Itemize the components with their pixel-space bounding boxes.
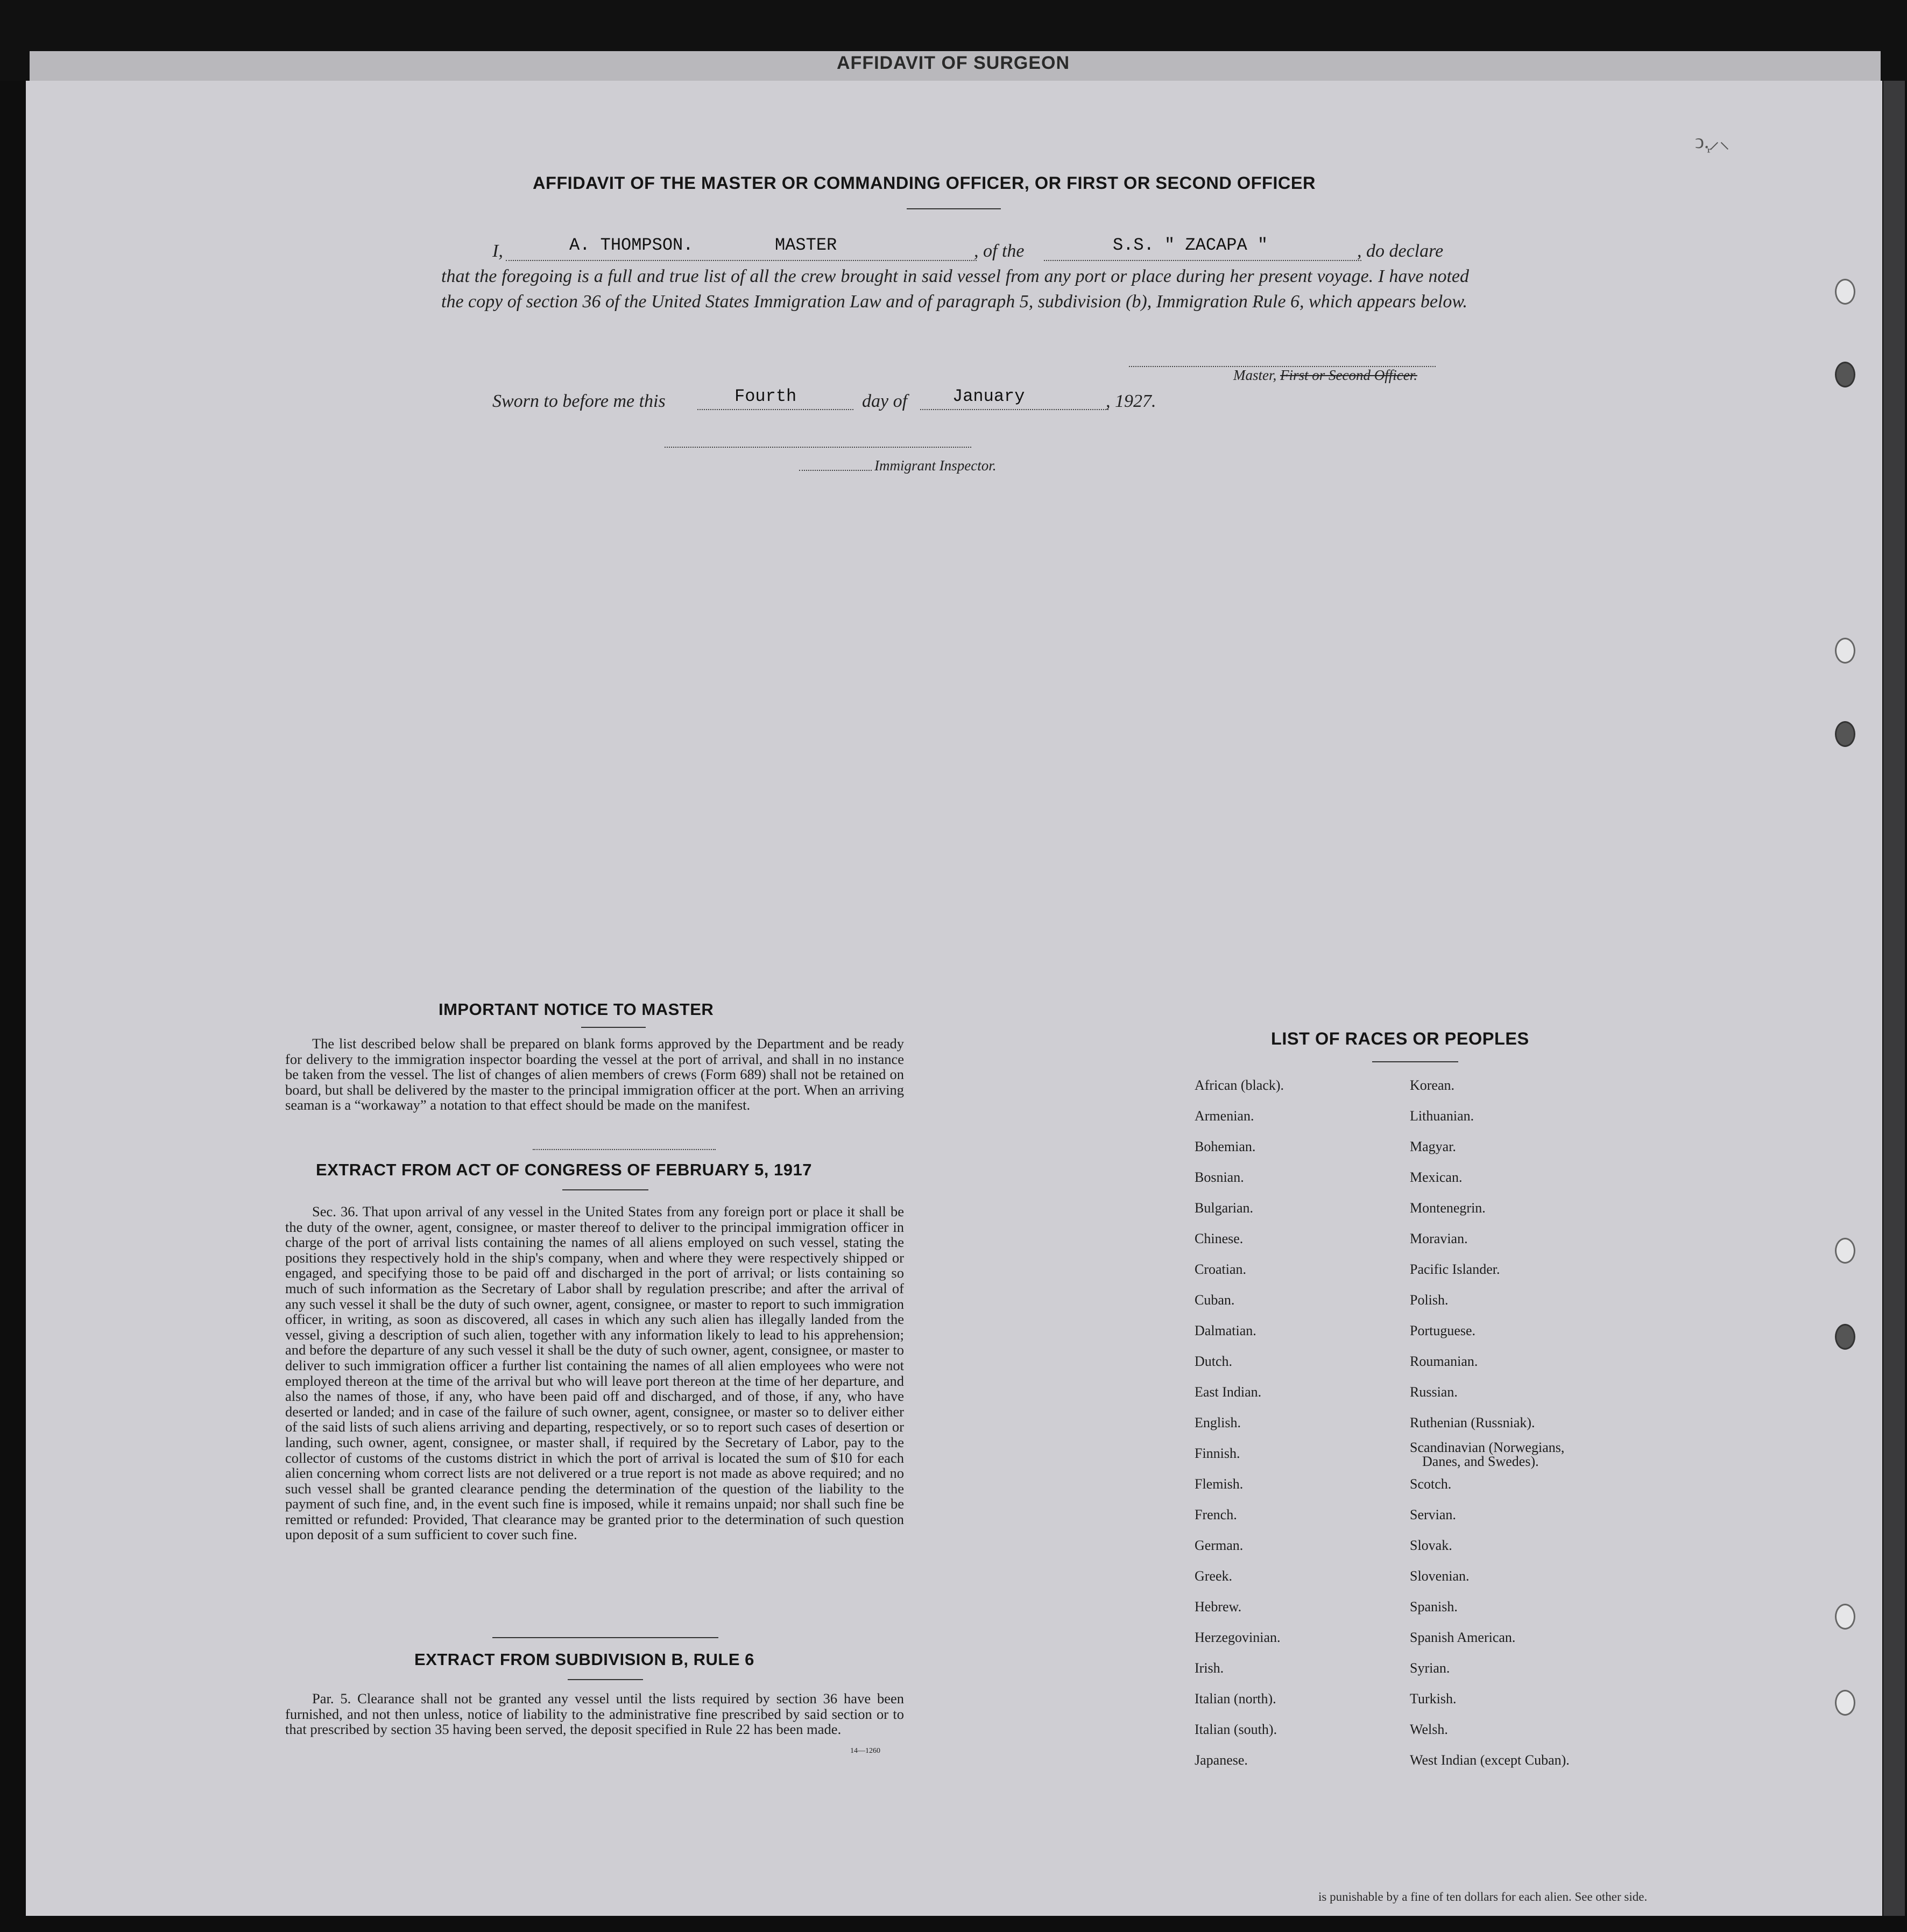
race-item: Ruthenian (Russniak). — [1410, 1415, 1535, 1430]
race-item: Flemish. — [1195, 1476, 1244, 1492]
declarant-line — [506, 260, 977, 261]
race-item: Servian. — [1410, 1507, 1456, 1522]
sworn-year: , 1927. — [1106, 391, 1156, 411]
race-item: Armenian. — [1195, 1108, 1254, 1124]
race-item: Spanish. — [1410, 1599, 1458, 1614]
race-item: West Indian (except Cuban). — [1410, 1752, 1570, 1768]
inspector-signature-line — [665, 447, 971, 448]
signature-label — [1233, 367, 1417, 384]
affidavit-heading: AFFIDAVIT OF THE MASTER OR COMMANDING OFFICER, OR FIRST OR SECOND OFFICER — [533, 173, 1316, 193]
race-item: English. — [1195, 1415, 1241, 1430]
race-item: Welsh. — [1410, 1722, 1448, 1737]
inspector-label: Immigrant Inspector. — [874, 457, 997, 474]
punch-hole-icon — [1835, 279, 1855, 305]
affidavit-heading-rule — [907, 208, 1001, 209]
race-item: Croatian. — [1195, 1261, 1247, 1277]
signature-label-struck: First or Second Officer. — [1280, 367, 1417, 383]
right-edge-strip — [1883, 81, 1905, 1916]
notice-paragraph: The list described below shall be prepared on blank forms approved by the Department and be ready for delivery to the immigration inspector boarding the vessel at the port of arrival, and shall in no instance be taken from the vessel. The list of changes of alien members of crews (Form 689) shall not be retained on board, but shall be delivered by the master to the principal immigration officer at the port. When an arriving seaman is a “workaway” a notation to that effect should be made on the manifest. — [285, 1035, 904, 1113]
race-item: East Indian. — [1195, 1384, 1262, 1400]
race-item: Lithuanian. — [1410, 1108, 1474, 1124]
rule-text — [285, 1691, 904, 1737]
declarant-prefix: I, — [492, 241, 503, 261]
notice-heading-rule — [581, 1027, 646, 1028]
race-item: Greek. — [1195, 1568, 1233, 1584]
race-item-continuation: Danes, and Swedes). — [1422, 1454, 1539, 1469]
affidavit-body: that the foregoing is a full and true list of all the crew brought in said vessel from any port or place during her present voyage. I have noted the copy of section 36 of the United States Immigration Law and of paragraph 5, subdivision (b), Immigration Rule 6, which appears below. — [441, 266, 1469, 312]
race-item: Slovak. — [1410, 1538, 1452, 1553]
race-item: Chinese. — [1195, 1231, 1244, 1246]
punch-hole-icon — [1835, 721, 1855, 747]
punch-hole-icon — [1835, 362, 1855, 387]
race-item: Hebrew. — [1195, 1599, 1242, 1614]
notice-text — [285, 1036, 904, 1113]
sworn-month-line — [920, 409, 1108, 410]
race-item: Finnish. — [1195, 1446, 1240, 1461]
race-item: Bohemian. — [1195, 1139, 1256, 1154]
act-text — [285, 1204, 904, 1542]
day-of-label: day of — [862, 391, 908, 411]
races-heading: LIST OF RACES OR PEOPLES — [1271, 1029, 1529, 1048]
bottom-note: is punishable by a fine of ten dollars for each alien. See other side. — [1318, 1890, 1648, 1903]
race-item: French. — [1195, 1507, 1237, 1522]
sworn-day-line — [697, 409, 853, 410]
declarant-name: A. THOMPSON. — [569, 235, 694, 255]
act-paragraph: Sec. 36. That upon arrival of any vessel in the United States from any foreign port or place it shall be the duty of the owner, agent, consignee, or master thereof to deliver to the principal immigration officer in charge of the port of arrival lists containing the names of all aliens employed on such vessel, stating the positions they respectively hold in the ship's company, when and where they were respectively shipped or engaged, and specifying those to be paid off and discharged in the port of arrival; or lists containing so much of such information as the Secretary of Labor shall by regulation prescribe; and after the arrival of any such vessel it shall be the duty of such owner, agent, consignee, or master to report to such immigration officer, in writing, as soon as discovered, all cases in which any such alien has illegally landed from the vessel, giving a description of such alien, together with any information likely to lead to his apprehension; and before the departure of any such vessel it shall be the duty of such owner, agent, consignee, or master to deliver to such immigration officer a further list containing the names of all alien employees who were not employed thereon at the time of the arrival but who will leave port thereon at the time of her departure, and also the names of those, if any, who have been paid off and discharged, and of those, if any, who have deserted or landed; and in case of the failure of such owner, agent, consignee, or master so to deliver either of the said lists of such aliens arriving and departing, respectively, or so to report such cases of desertion or landing, such owner, agent, consignee, or master shall, if required by the Secretary of Labor, pay to the collector of customs of the customs district in which the port of arrival is located the sum of $10 for each alien concerning whom correct lists are not delivered or a true report is not made as above required; and no such vessel shall be granted clearance pending the determination of the question of the liability to the payment of such fine, and, in the event such fine is imposed, while it remains unpaid; nor shall such fine be remitted or refunded: Provided, That clearance may be granted prior to the determination of such question upon deposit of a sum sufficient to cover such fine. — [285, 1203, 904, 1543]
race-item: Moravian. — [1410, 1231, 1468, 1246]
sworn-month: January — [952, 386, 1025, 406]
rule-heading: EXTRACT FROM SUBDIVISION B, RULE 6 — [414, 1650, 754, 1669]
corner-scribble-mark: ↄ.᷊⸝⸜ — [1695, 130, 1730, 153]
race-item: Spanish American. — [1410, 1630, 1516, 1645]
punch-hole-icon — [1835, 1690, 1855, 1716]
race-item: Japanese. — [1195, 1752, 1248, 1768]
race-item: Slovenian. — [1410, 1568, 1470, 1584]
race-item: African (black). — [1195, 1077, 1284, 1093]
race-item: Korean. — [1410, 1077, 1455, 1093]
race-item: Scotch. — [1410, 1476, 1452, 1492]
punch-hole-icon — [1835, 1324, 1855, 1350]
vessel-line — [1044, 260, 1361, 261]
race-item: Mexican. — [1410, 1169, 1463, 1185]
vessel-name: S.S. " ZACAPA " — [1113, 235, 1268, 255]
race-item: Scandinavian (Norwegians, — [1410, 1440, 1565, 1455]
declarant-rank: MASTER — [775, 235, 837, 255]
race-item: Herzegovinian. — [1195, 1630, 1281, 1645]
tab-label: AFFIDAVIT OF SURGEON — [837, 53, 1070, 73]
race-item: Roumanian. — [1410, 1353, 1478, 1369]
race-item: Dalmatian. — [1195, 1323, 1256, 1338]
races-heading-rule — [1372, 1061, 1458, 1062]
race-item: Russian. — [1410, 1384, 1458, 1400]
race-item: Cuban. — [1195, 1292, 1235, 1308]
race-item: Dutch. — [1195, 1353, 1233, 1369]
rule-paragraph: Par. 5. Clearance shall not be granted any vessel until the lists required by section 36 have been furnished, and not then unless, notice of liability to the administrative fine prescribed by said section or to that prescribed by section 35 having been served, the deposit specified in Rule 22 has been made. — [285, 1690, 904, 1738]
race-item: Irish. — [1195, 1660, 1224, 1676]
race-item: Bulgarian. — [1195, 1200, 1254, 1216]
race-item: Portuguese. — [1410, 1323, 1476, 1338]
punch-hole-icon — [1835, 638, 1855, 664]
race-item: Pacific Islander. — [1410, 1261, 1500, 1277]
race-item: Italian (north). — [1195, 1691, 1276, 1707]
of-the-label: , of the — [974, 241, 1025, 261]
rule-heading-rule — [568, 1679, 643, 1680]
act-divider — [492, 1637, 718, 1638]
act-heading: EXTRACT FROM ACT OF CONGRESS OF FEBRUARY 5, 1917 — [316, 1160, 812, 1179]
sworn-day: Fourth — [734, 386, 797, 406]
notice-heading: IMPORTANT NOTICE TO MASTER — [439, 1000, 714, 1019]
do-declare-label: , do declare — [1357, 241, 1444, 261]
document-sheet — [26, 81, 1882, 1916]
race-item: Syrian. — [1410, 1660, 1450, 1676]
race-item: Magyar. — [1410, 1139, 1456, 1154]
race-item: Italian (south). — [1195, 1722, 1277, 1737]
race-item: German. — [1195, 1538, 1244, 1553]
inspector-label-leader — [799, 470, 872, 471]
punch-hole-icon — [1835, 1238, 1855, 1264]
punch-hole-icon — [1835, 1604, 1855, 1630]
notice-divider — [533, 1149, 716, 1150]
race-item: Bosnian. — [1195, 1169, 1244, 1185]
race-item: Montenegrin. — [1410, 1200, 1486, 1216]
race-item: Turkish. — [1410, 1691, 1457, 1707]
sworn-prefix: Sworn to before me this — [492, 391, 666, 411]
form-number: 14—1260 — [850, 1747, 880, 1755]
act-heading-rule — [562, 1189, 648, 1190]
signature-label-master: Master, — [1233, 367, 1277, 383]
race-item: Polish. — [1410, 1292, 1449, 1308]
